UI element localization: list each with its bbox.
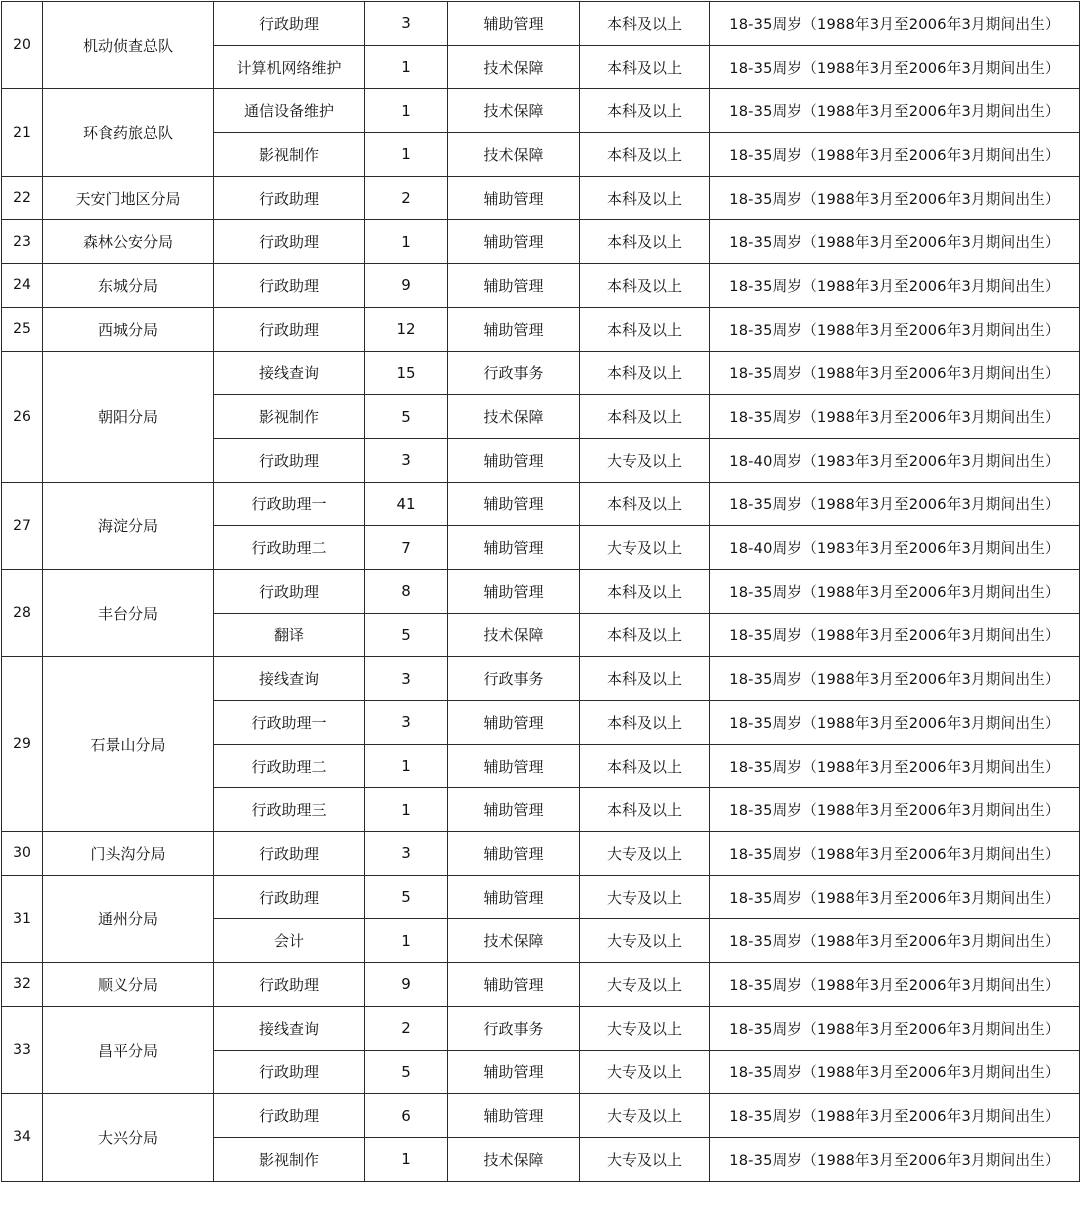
unit-name-cell: 朝阳分局 <box>43 351 214 482</box>
education-cell: 本科及以上 <box>580 2 710 46</box>
headcount-cell: 2 <box>365 176 448 220</box>
age-requirement-cell: 18-40周岁（1983年3月至2006年3月期间出生） <box>710 526 1080 570</box>
category-cell: 技术保障 <box>448 613 580 657</box>
position-cell: 接线查询 <box>214 1006 365 1050</box>
age-requirement-cell: 18-35周岁（1988年3月至2006年3月期间出生） <box>710 569 1080 613</box>
category-cell: 辅助管理 <box>448 438 580 482</box>
age-requirement-cell: 18-35周岁（1988年3月至2006年3月期间出生） <box>710 1050 1080 1094</box>
unit-name-cell: 森林公安分局 <box>43 220 214 264</box>
table-row <box>2 657 1080 701</box>
age-requirement-cell: 18-35周岁（1988年3月至2006年3月期间出生） <box>710 657 1080 701</box>
table-row <box>2 307 1080 351</box>
unit-name-cell: 天安门地区分局 <box>43 176 214 220</box>
table-row <box>2 264 1080 308</box>
headcount-cell: 2 <box>365 1006 448 1050</box>
serial-number-cell: 34 <box>2 1094 43 1181</box>
category-cell: 行政事务 <box>448 657 580 701</box>
headcount-cell: 1 <box>365 788 448 832</box>
headcount-cell: 9 <box>365 264 448 308</box>
unit-name-cell: 大兴分局 <box>43 1094 214 1181</box>
table-row <box>2 2 1080 46</box>
position-cell: 接线查询 <box>214 657 365 701</box>
headcount-cell: 1 <box>365 919 448 963</box>
unit-name-cell: 西城分局 <box>43 307 214 351</box>
age-requirement-cell: 18-35周岁（1988年3月至2006年3月期间出生） <box>710 45 1080 89</box>
headcount-cell: 1 <box>365 220 448 264</box>
age-requirement-cell: 18-35周岁（1988年3月至2006年3月期间出生） <box>710 613 1080 657</box>
headcount-cell: 3 <box>365 701 448 745</box>
age-requirement-cell: 18-35周岁（1988年3月至2006年3月期间出生） <box>710 963 1080 1007</box>
category-cell: 技术保障 <box>448 1137 580 1181</box>
age-requirement-cell: 18-35周岁（1988年3月至2006年3月期间出生） <box>710 832 1080 876</box>
category-cell: 辅助管理 <box>448 788 580 832</box>
education-cell: 大专及以上 <box>580 1094 710 1138</box>
headcount-cell: 7 <box>365 526 448 570</box>
position-cell: 行政助理 <box>214 832 365 876</box>
age-requirement-cell: 18-35周岁（1988年3月至2006年3月期间出生） <box>710 176 1080 220</box>
category-cell: 辅助管理 <box>448 875 580 919</box>
category-cell: 辅助管理 <box>448 176 580 220</box>
table-row <box>2 832 1080 876</box>
age-requirement-cell: 18-35周岁（1988年3月至2006年3月期间出生） <box>710 1006 1080 1050</box>
unit-name-cell: 昌平分局 <box>43 1006 214 1093</box>
category-cell: 技术保障 <box>448 133 580 177</box>
age-requirement-cell: 18-35周岁（1988年3月至2006年3月期间出生） <box>710 1137 1080 1181</box>
table-row <box>2 482 1080 526</box>
age-requirement-cell: 18-35周岁（1988年3月至2006年3月期间出生） <box>710 2 1080 46</box>
age-requirement-cell: 18-35周岁（1988年3月至2006年3月期间出生） <box>710 264 1080 308</box>
education-cell: 大专及以上 <box>580 526 710 570</box>
position-cell: 行政助理三 <box>214 788 365 832</box>
serial-number-cell: 33 <box>2 1006 43 1093</box>
unit-name-cell: 丰台分局 <box>43 569 214 656</box>
headcount-cell: 3 <box>365 438 448 482</box>
age-requirement-cell: 18-35周岁（1988年3月至2006年3月期间出生） <box>710 133 1080 177</box>
category-cell: 辅助管理 <box>448 744 580 788</box>
position-cell: 接线查询 <box>214 351 365 395</box>
headcount-cell: 3 <box>365 657 448 701</box>
serial-number-cell: 23 <box>2 220 43 264</box>
headcount-cell: 15 <box>365 351 448 395</box>
education-cell: 大专及以上 <box>580 1137 710 1181</box>
position-cell: 行政助理 <box>214 176 365 220</box>
education-cell: 本科及以上 <box>580 220 710 264</box>
headcount-cell: 12 <box>365 307 448 351</box>
category-cell: 辅助管理 <box>448 569 580 613</box>
table-row <box>2 176 1080 220</box>
table-row <box>2 963 1080 1007</box>
table-row <box>2 569 1080 613</box>
category-cell: 辅助管理 <box>448 701 580 745</box>
category-cell: 辅助管理 <box>448 220 580 264</box>
position-cell: 行政助理一 <box>214 701 365 745</box>
age-requirement-cell: 18-35周岁（1988年3月至2006年3月期间出生） <box>710 701 1080 745</box>
education-cell: 大专及以上 <box>580 963 710 1007</box>
headcount-cell: 1 <box>365 133 448 177</box>
headcount-cell: 5 <box>365 395 448 439</box>
position-cell: 行政助理一 <box>214 482 365 526</box>
serial-number-cell: 21 <box>2 89 43 176</box>
headcount-cell: 8 <box>365 569 448 613</box>
category-cell: 技术保障 <box>448 89 580 133</box>
position-cell: 行政助理 <box>214 1094 365 1138</box>
headcount-cell: 9 <box>365 963 448 1007</box>
position-cell: 行政助理 <box>214 2 365 46</box>
table-row <box>2 875 1080 919</box>
category-cell: 辅助管理 <box>448 307 580 351</box>
headcount-cell: 1 <box>365 744 448 788</box>
position-cell: 影视制作 <box>214 1137 365 1181</box>
category-cell: 技术保障 <box>448 45 580 89</box>
headcount-cell: 41 <box>365 482 448 526</box>
table-body <box>2 2 1080 1182</box>
education-cell: 本科及以上 <box>580 307 710 351</box>
unit-name-cell: 机动侦查总队 <box>43 2 214 89</box>
age-requirement-cell: 18-35周岁（1988年3月至2006年3月期间出生） <box>710 788 1080 832</box>
education-cell: 本科及以上 <box>580 176 710 220</box>
category-cell: 技术保障 <box>448 395 580 439</box>
category-cell: 辅助管理 <box>448 482 580 526</box>
age-requirement-cell: 18-40周岁（1983年3月至2006年3月期间出生） <box>710 438 1080 482</box>
education-cell: 大专及以上 <box>580 875 710 919</box>
serial-number-cell: 31 <box>2 875 43 962</box>
position-cell: 行政助理 <box>214 963 365 1007</box>
headcount-cell: 3 <box>365 832 448 876</box>
unit-name-cell: 环食药旅总队 <box>43 89 214 176</box>
age-requirement-cell: 18-35周岁（1988年3月至2006年3月期间出生） <box>710 1094 1080 1138</box>
serial-number-cell: 25 <box>2 307 43 351</box>
age-requirement-cell: 18-35周岁（1988年3月至2006年3月期间出生） <box>710 220 1080 264</box>
serial-number-cell: 27 <box>2 482 43 569</box>
unit-name-cell: 海淀分局 <box>43 482 214 569</box>
position-cell: 行政助理 <box>214 307 365 351</box>
education-cell: 大专及以上 <box>580 919 710 963</box>
headcount-cell: 5 <box>365 613 448 657</box>
education-cell: 本科及以上 <box>580 657 710 701</box>
category-cell: 辅助管理 <box>448 2 580 46</box>
education-cell: 本科及以上 <box>580 482 710 526</box>
position-cell: 行政助理 <box>214 220 365 264</box>
education-cell: 大专及以上 <box>580 832 710 876</box>
unit-name-cell: 顺义分局 <box>43 963 214 1007</box>
position-cell: 行政助理 <box>214 569 365 613</box>
headcount-cell: 6 <box>365 1094 448 1138</box>
category-cell: 辅助管理 <box>448 1050 580 1094</box>
education-cell: 本科及以上 <box>580 701 710 745</box>
category-cell: 辅助管理 <box>448 832 580 876</box>
serial-number-cell: 26 <box>2 351 43 482</box>
age-requirement-cell: 18-35周岁（1988年3月至2006年3月期间出生） <box>710 395 1080 439</box>
table-row <box>2 220 1080 264</box>
serial-number-cell: 28 <box>2 569 43 656</box>
age-requirement-cell: 18-35周岁（1988年3月至2006年3月期间出生） <box>710 919 1080 963</box>
education-cell: 本科及以上 <box>580 744 710 788</box>
position-cell: 通信设备维护 <box>214 89 365 133</box>
category-cell: 技术保障 <box>448 919 580 963</box>
education-cell: 本科及以上 <box>580 264 710 308</box>
table-row <box>2 1006 1080 1050</box>
age-requirement-cell: 18-35周岁（1988年3月至2006年3月期间出生） <box>710 351 1080 395</box>
position-cell: 行政助理 <box>214 438 365 482</box>
headcount-cell: 5 <box>365 875 448 919</box>
category-cell: 辅助管理 <box>448 526 580 570</box>
serial-number-cell: 20 <box>2 2 43 89</box>
age-requirement-cell: 18-35周岁（1988年3月至2006年3月期间出生） <box>710 744 1080 788</box>
education-cell: 本科及以上 <box>580 351 710 395</box>
age-requirement-cell: 18-35周岁（1988年3月至2006年3月期间出生） <box>710 875 1080 919</box>
position-cell: 影视制作 <box>214 395 365 439</box>
education-cell: 本科及以上 <box>580 613 710 657</box>
unit-name-cell: 东城分局 <box>43 264 214 308</box>
headcount-cell: 5 <box>365 1050 448 1094</box>
table-row <box>2 351 1080 395</box>
headcount-cell: 1 <box>365 45 448 89</box>
education-cell: 本科及以上 <box>580 788 710 832</box>
category-cell: 行政事务 <box>448 351 580 395</box>
age-requirement-cell: 18-35周岁（1988年3月至2006年3月期间出生） <box>710 482 1080 526</box>
position-cell: 行政助理 <box>214 875 365 919</box>
unit-name-cell: 通州分局 <box>43 875 214 962</box>
serial-number-cell: 22 <box>2 176 43 220</box>
education-cell: 本科及以上 <box>580 45 710 89</box>
headcount-cell: 1 <box>365 89 448 133</box>
serial-number-cell: 29 <box>2 657 43 832</box>
position-cell: 影视制作 <box>214 133 365 177</box>
serial-number-cell: 32 <box>2 963 43 1007</box>
education-cell: 大专及以上 <box>580 438 710 482</box>
unit-name-cell: 门头沟分局 <box>43 832 214 876</box>
position-cell: 行政助理 <box>214 264 365 308</box>
category-cell: 辅助管理 <box>448 963 580 1007</box>
headcount-cell: 3 <box>365 2 448 46</box>
serial-number-cell: 24 <box>2 264 43 308</box>
position-cell: 行政助理二 <box>214 526 365 570</box>
recruitment-table <box>1 1 1080 1182</box>
education-cell: 本科及以上 <box>580 569 710 613</box>
category-cell: 辅助管理 <box>448 1094 580 1138</box>
education-cell: 本科及以上 <box>580 133 710 177</box>
position-cell: 翻译 <box>214 613 365 657</box>
position-cell: 行政助理 <box>214 1050 365 1094</box>
education-cell: 大专及以上 <box>580 1050 710 1094</box>
table-row <box>2 1094 1080 1138</box>
position-cell: 行政助理二 <box>214 744 365 788</box>
education-cell: 本科及以上 <box>580 89 710 133</box>
education-cell: 大专及以上 <box>580 1006 710 1050</box>
serial-number-cell: 30 <box>2 832 43 876</box>
headcount-cell: 1 <box>365 1137 448 1181</box>
age-requirement-cell: 18-35周岁（1988年3月至2006年3月期间出生） <box>710 307 1080 351</box>
age-requirement-cell: 18-35周岁（1988年3月至2006年3月期间出生） <box>710 89 1080 133</box>
table-row <box>2 89 1080 133</box>
position-cell: 会计 <box>214 919 365 963</box>
category-cell: 辅助管理 <box>448 264 580 308</box>
category-cell: 行政事务 <box>448 1006 580 1050</box>
education-cell: 本科及以上 <box>580 395 710 439</box>
unit-name-cell: 石景山分局 <box>43 657 214 832</box>
position-cell: 计算机网络维护 <box>214 45 365 89</box>
